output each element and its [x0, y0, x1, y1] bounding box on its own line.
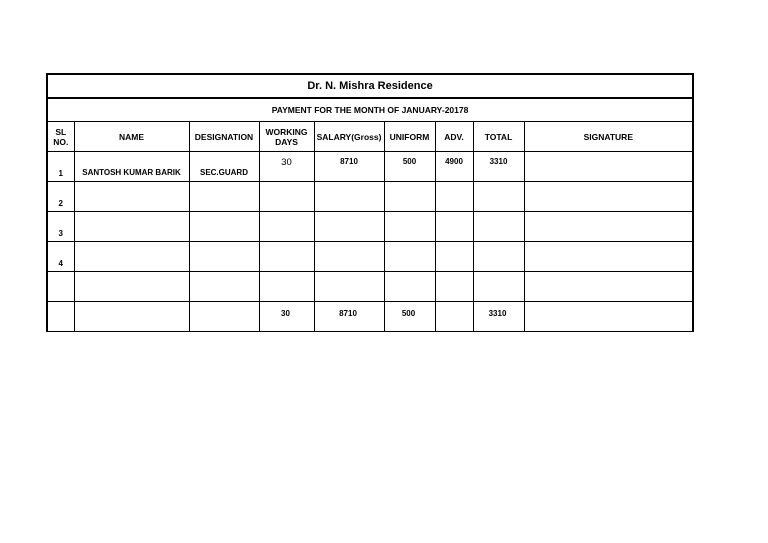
total-working-days: 30: [281, 309, 290, 318]
cell-salary: [314, 212, 384, 242]
payment-sheet: [46, 73, 692, 332]
cell-signature: [524, 302, 693, 332]
header-signature: SIGNATURE: [524, 122, 693, 152]
header-sl-line1: SL: [55, 126, 67, 137]
table-row: [47, 272, 693, 302]
cell-sl: [47, 302, 74, 332]
cell-working-days: [259, 242, 314, 272]
cell-designation: [189, 302, 259, 332]
cell-salary: [314, 182, 384, 212]
cell-name: SANTOSH KUMAR BARIK: [74, 152, 189, 182]
cell-total: [473, 242, 524, 272]
cell-salary: [314, 242, 384, 272]
cell-uniform: 500: [384, 152, 435, 182]
cell-signature: [524, 242, 693, 272]
table-row: [47, 212, 693, 242]
total-salary: 8710: [339, 309, 357, 318]
header-total: TOTAL: [473, 122, 524, 152]
document-title: Dr. N. Mishra Residence: [47, 74, 693, 98]
cell-sl: 2: [47, 182, 74, 212]
document-subtitle: PAYMENT FOR THE MONTH OF JANUARY-20178: [47, 98, 693, 122]
table-row: [47, 182, 693, 212]
cell-uniform: [384, 242, 435, 272]
cell-adv: 4900: [435, 152, 473, 182]
cell-sl: 3: [47, 212, 74, 242]
cell-total: [473, 272, 524, 302]
cell-sl: 4: [47, 242, 74, 272]
cell-working-days: [259, 182, 314, 212]
cell-adv: [435, 182, 473, 212]
cell-total: [473, 212, 524, 242]
cell-working-days: [259, 212, 314, 242]
cell-designation: [189, 182, 259, 212]
cell-designation: [189, 242, 259, 272]
header-sl-line2: NO.: [53, 136, 69, 147]
header-designation: DESIGNATION: [189, 122, 259, 152]
cell-uniform: [384, 272, 435, 302]
cell-uniform: [384, 182, 435, 212]
header-uniform: UNIFORM: [384, 122, 435, 152]
cell-sl: 1: [47, 152, 74, 182]
cell-designation: [189, 212, 259, 242]
header-working-days: [259, 122, 314, 152]
cell-signature: [524, 182, 693, 212]
cell-name: [74, 182, 189, 212]
cell-uniform: [384, 212, 435, 242]
cell-salary: 8710: [314, 152, 384, 182]
header-adv: ADV.: [435, 122, 473, 152]
payment-table: [46, 73, 694, 332]
cell-salary: [314, 272, 384, 302]
cell-total: 3310: [473, 152, 524, 182]
total-uniform: 500: [401, 309, 416, 318]
header-working-line2: DAYS: [275, 136, 298, 147]
cell-adv: [435, 212, 473, 242]
header-working-line1: WORKING: [265, 126, 308, 137]
cell-name: [74, 242, 189, 272]
header-sl: [47, 122, 74, 152]
cell-signature: [524, 212, 693, 242]
table-row: [47, 242, 693, 272]
header-name: NAME: [74, 122, 189, 152]
cell-adv: [435, 272, 473, 302]
cell-total: [473, 182, 524, 212]
header-salary: SALARY(Gross): [314, 122, 384, 152]
cell-name: [74, 302, 189, 332]
cell-designation: [189, 272, 259, 302]
cell-working-days: 30: [259, 152, 314, 182]
cell-designation: SEC.GUARD: [189, 152, 259, 182]
cell-name: [74, 272, 189, 302]
cell-name: [74, 212, 189, 242]
cell-adv: [435, 302, 473, 332]
header-row: [47, 122, 693, 152]
cell-signature: [524, 152, 693, 182]
cell-working-days: [259, 272, 314, 302]
total-total: 3310: [488, 309, 507, 318]
cell-sl: [47, 272, 74, 302]
cell-adv: [435, 242, 473, 272]
cell-signature: [524, 272, 693, 302]
table-row: [47, 152, 693, 182]
